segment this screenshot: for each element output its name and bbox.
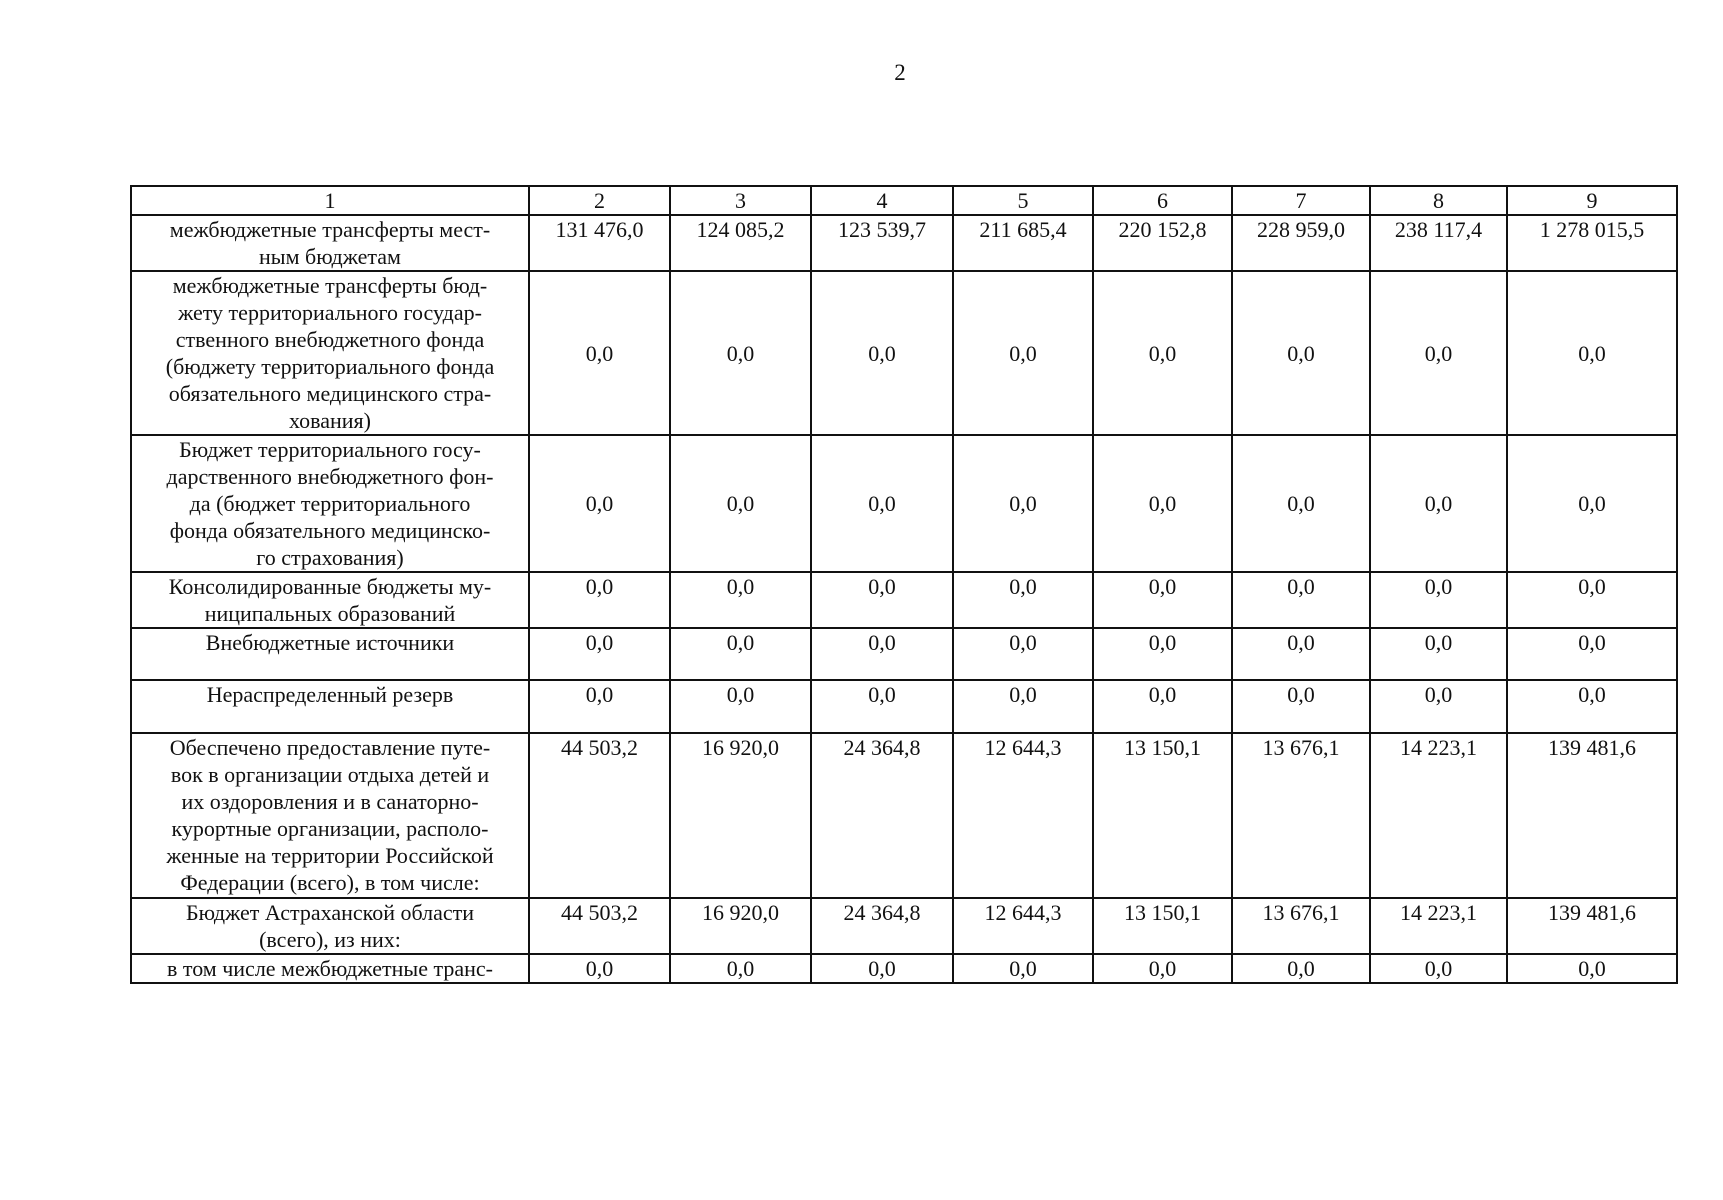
column-header: 7 bbox=[1232, 186, 1370, 215]
column-header: 4 bbox=[811, 186, 953, 215]
table-cell: 0,0 bbox=[1370, 271, 1507, 435]
row-label-text: Бюджет Астраханской области (всего), из них: bbox=[185, 900, 475, 952]
table-cell: 0,0 bbox=[953, 680, 1093, 733]
table-cell: 0,0 bbox=[953, 435, 1093, 572]
row-label-text: межбюджетные трансферты бюд- жету территориального государ- ственного внебюджетного фонда (бюджету территориального фонда обязательного медицинского стра- хования) bbox=[165, 273, 495, 433]
table-cell: 228 959,0 bbox=[1232, 215, 1370, 271]
row-label bbox=[131, 680, 529, 733]
table-cell: 44 503,2 bbox=[529, 733, 670, 898]
table-cell: 0,0 bbox=[1093, 435, 1232, 572]
table-cell: 1 278 015,5 bbox=[1507, 215, 1677, 271]
table-cell: 139 481,6 bbox=[1507, 733, 1677, 898]
table-cell: 0,0 bbox=[1232, 954, 1370, 983]
table-cell: 0,0 bbox=[1232, 680, 1370, 733]
budget-table bbox=[130, 185, 1678, 984]
table-cell: 0,0 bbox=[670, 954, 811, 983]
table-cell: 0,0 bbox=[1507, 954, 1677, 983]
table-cell: 0,0 bbox=[953, 954, 1093, 983]
table-row bbox=[131, 898, 1677, 954]
table-cell: 0,0 bbox=[1370, 680, 1507, 733]
table-cell: 0,0 bbox=[1507, 680, 1677, 733]
table-cell: 24 364,8 bbox=[811, 733, 953, 898]
table-row bbox=[131, 215, 1677, 271]
table-cell: 12 644,3 bbox=[953, 733, 1093, 898]
table-cell: 44 503,2 bbox=[529, 898, 670, 954]
row-label bbox=[131, 271, 529, 435]
page-number: 2 bbox=[894, 60, 906, 85]
table-cell: 0,0 bbox=[529, 572, 670, 628]
table-cell: 0,0 bbox=[1093, 628, 1232, 680]
table-cell: 0,0 bbox=[811, 271, 953, 435]
row-label bbox=[131, 954, 529, 983]
table-cell: 0,0 bbox=[1370, 435, 1507, 572]
table-cell: 0,0 bbox=[529, 435, 670, 572]
table-cell: 14 223,1 bbox=[1370, 898, 1507, 954]
table-cell: 0,0 bbox=[670, 628, 811, 680]
table-cell: 0,0 bbox=[1093, 680, 1232, 733]
table-cell: 0,0 bbox=[670, 435, 811, 572]
table-cell: 0,0 bbox=[1507, 271, 1677, 435]
table-cell: 0,0 bbox=[1507, 628, 1677, 680]
column-header: 2 bbox=[529, 186, 670, 215]
row-label-text: межбюджетные трансферты мест- ным бюджетам bbox=[169, 217, 491, 269]
row-label bbox=[131, 215, 529, 271]
table-cell: 0,0 bbox=[1232, 572, 1370, 628]
table-cell: 16 920,0 bbox=[670, 898, 811, 954]
row-label-text: Бюджет территориального госу- дарственного внебюджетного фон- да (бюджет территориального фонда обязательного медицинско- го страхования) bbox=[166, 437, 494, 570]
row-label bbox=[131, 435, 529, 572]
table-cell: 0,0 bbox=[811, 680, 953, 733]
table-cell: 0,0 bbox=[953, 271, 1093, 435]
table-row bbox=[131, 628, 1677, 680]
table-cell: 0,0 bbox=[1232, 435, 1370, 572]
table-cell: 12 644,3 bbox=[953, 898, 1093, 954]
table-cell: 13 676,1 bbox=[1232, 898, 1370, 954]
table-cell: 0,0 bbox=[1507, 435, 1677, 572]
table-cell: 0,0 bbox=[1093, 954, 1232, 983]
table-cell: 0,0 bbox=[670, 680, 811, 733]
table-cell: 211 685,4 bbox=[953, 215, 1093, 271]
table-row bbox=[131, 271, 1677, 435]
table-cell: 0,0 bbox=[811, 628, 953, 680]
table-cell: 0,0 bbox=[953, 628, 1093, 680]
table-cell: 0,0 bbox=[1507, 572, 1677, 628]
table-cell: 0,0 bbox=[953, 572, 1093, 628]
column-header: 1 bbox=[131, 186, 529, 215]
table-cell: 0,0 bbox=[1370, 628, 1507, 680]
table-cell: 0,0 bbox=[529, 271, 670, 435]
table-cell: 14 223,1 bbox=[1370, 733, 1507, 898]
column-header: 5 bbox=[953, 186, 1093, 215]
table-cell: 220 152,8 bbox=[1093, 215, 1232, 271]
table-row bbox=[131, 733, 1677, 898]
table-cell: 0,0 bbox=[529, 680, 670, 733]
row-label bbox=[131, 733, 529, 898]
table-cell: 139 481,6 bbox=[1507, 898, 1677, 954]
table-cell: 0,0 bbox=[1093, 572, 1232, 628]
table-cell: 0,0 bbox=[1093, 271, 1232, 435]
column-header: 3 bbox=[670, 186, 811, 215]
table-cell: 0,0 bbox=[811, 954, 953, 983]
table-row bbox=[131, 435, 1677, 572]
table-cell: 0,0 bbox=[1370, 954, 1507, 983]
column-header: 6 bbox=[1093, 186, 1232, 215]
table-cell: 131 476,0 bbox=[529, 215, 670, 271]
table-cell: 123 539,7 bbox=[811, 215, 953, 271]
table-cell: 0,0 bbox=[529, 954, 670, 983]
table-row bbox=[131, 954, 1677, 983]
row-label bbox=[131, 572, 529, 628]
row-label-text: Обеспечено предоставление путе- вок в организации отдыха детей и их оздоровления и в санаторно- курортные организации, располо- женные на территории Российской Федерации (всего), в том числе: bbox=[166, 735, 494, 895]
table-cell: 13 676,1 bbox=[1232, 733, 1370, 898]
table-cell: 0,0 bbox=[1232, 628, 1370, 680]
table-cell: 124 085,2 bbox=[670, 215, 811, 271]
table-cell: 13 150,1 bbox=[1093, 733, 1232, 898]
table-cell: 0,0 bbox=[811, 572, 953, 628]
table-cell: 0,0 bbox=[670, 572, 811, 628]
table-cell: 0,0 bbox=[1370, 572, 1507, 628]
table-row bbox=[131, 680, 1677, 733]
table-cell: 238 117,4 bbox=[1370, 215, 1507, 271]
table-header-row bbox=[131, 186, 1677, 215]
row-label-text: в том числе межбюджетные транс- bbox=[167, 956, 493, 981]
column-header: 8 bbox=[1370, 186, 1507, 215]
table-cell: 24 364,8 bbox=[811, 898, 953, 954]
row-label bbox=[131, 898, 529, 954]
table-row bbox=[131, 572, 1677, 628]
row-label-text: Внебюджетные источники bbox=[205, 630, 455, 655]
column-header: 9 bbox=[1507, 186, 1677, 215]
table-cell: 0,0 bbox=[670, 271, 811, 435]
table-cell: 13 150,1 bbox=[1093, 898, 1232, 954]
table-cell: 16 920,0 bbox=[670, 733, 811, 898]
row-label bbox=[131, 628, 529, 680]
table-cell: 0,0 bbox=[811, 435, 953, 572]
row-label-text: Нераспределенный резерв bbox=[206, 682, 454, 707]
table-cell: 0,0 bbox=[529, 628, 670, 680]
table-cell: 0,0 bbox=[1232, 271, 1370, 435]
row-label-text: Консолидированные бюджеты му- ниципальных образований bbox=[168, 574, 492, 626]
